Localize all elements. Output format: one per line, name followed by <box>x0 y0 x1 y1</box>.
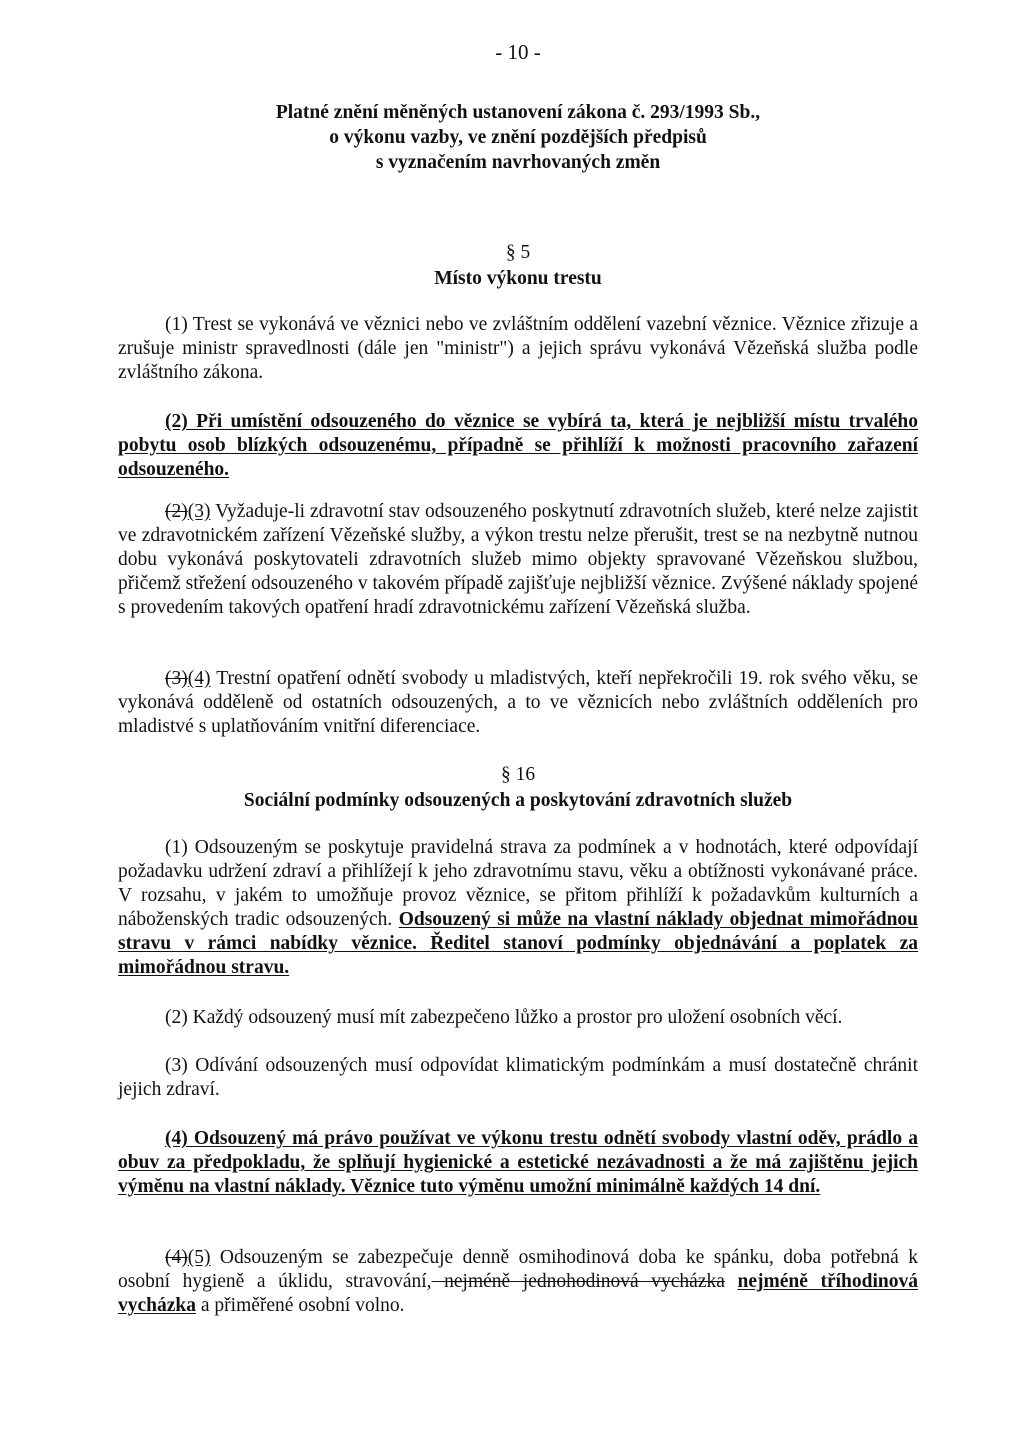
title-line-1: Platné znění měněných ustanovení zákona č. 293/1993 Sb., <box>275 102 761 123</box>
section-16-paragraph-4-inserted <box>118 1127 918 1199</box>
section-16-paragraph-1 <box>118 836 918 980</box>
section-5-paragraph-3 <box>118 500 918 620</box>
section-16-paragraph-3: (3) Odívání odsouzených musí odpovídat klimatickým podmínkám a musí dostatečně chránit jejich zdraví. <box>118 1055 918 1100</box>
inserted-number: (4) <box>187 668 211 689</box>
section-5-paragraph-4 <box>118 667 918 739</box>
title-line-3: s vyznačením navrhovaných změn <box>375 152 661 173</box>
inserted-number: (5) <box>187 1247 211 1268</box>
inserted-text: (4) Odsouzený má právo používat ve výkonu trestu odnětí svobody vlastní oděv, prádlo a obuv za předpokladu, že splňují hygienické a estetické nezávadnosti a že má zajištěnu jejich výměnu na vlastní náklady. Věznice tuto výměnu umožní minimálně každých 14 dní. <box>118 1128 918 1197</box>
inserted-text: Odsouzený si může na vlastní náklady objednat mimořádnou stravu v rámci nabídky věznice. Ředitel stanoví podmínky objednávání a poplatek za mimořádnou stravu. <box>118 909 919 978</box>
document-title <box>118 100 918 175</box>
section-16-symbol: § 16 <box>500 764 536 785</box>
inserted-text: nejméně tříhodinová vycházka <box>118 1271 918 1316</box>
deleted-number: (2) <box>165 501 188 522</box>
paragraph-text: Odsouzeným se zabezpečuje denně osmihodinová doba ke spánku, doba potřebná k osobní hygieně a úklidu, stravování, <box>118 1247 918 1292</box>
deleted-text: nejméně jednohodinová vycházka <box>431 1271 725 1292</box>
paragraph-text: Vyžaduje-li zdravotní stav odsouzeného poskytnutí zdravotních služeb, které nelze zajistit ve zdravotnickém zařízení Vězeňské služby, a výkon trestu nelze přerušit, trest se na nezbytně nutnou dobu vykonává poskytovateli zdravotních služeb mimo objekty spravované Vězeňskou službou, přičemž střežení odsouzeného v takovém případě zajišťuje nejbližší věznice. Zvýšené náklady spojené s provedením takových opatření hradí zdravotnickému zařízení Vězeňská služba. <box>118 501 918 618</box>
section-16-heading <box>118 762 918 814</box>
page-number: - 10 - <box>495 40 541 64</box>
section-16-paragraph-2: (2) Každý odsouzený musí mít zabezpečeno lůžko a prostor pro uložení osobních věcí. <box>165 1007 843 1028</box>
deleted-number: (3) <box>165 668 188 689</box>
inserted-number: (3) <box>187 501 211 522</box>
paragraph-end-text: a přiměřené osobní volno. <box>196 1295 405 1316</box>
title-line-2: o výkonu vazby, ve znění pozdějších předpisů <box>329 127 707 148</box>
section-5-paragraph-2-inserted <box>118 410 918 482</box>
section-5-name: Místo výkonu trestu <box>434 268 602 289</box>
paragraph-text: (1) Odsouzeným se poskytuje pravidelná strava za podmínek a v hodnotách, které odpovídají požadavku udržení zdraví a přihlížejí k jeho zdravotnímu stavu, věku a obtížnosti vykonávané práce. V rozsahu, v jakém to umožňuje provoz věznice, se přitom přihlíží k požadavkům kulturních a náboženských tradic odsouzených. <box>118 837 918 930</box>
section-16-paragraph-5 <box>118 1246 918 1318</box>
section-5-heading <box>118 240 918 292</box>
section-5-paragraph-1: (1) Trest se vykonává ve věznici nebo ve zvláštním oddělení vazební věznice. Věznice zřizuje a zrušuje ministr spravedlnosti (dále jen "ministr") a jejich správu vykonává Vězeňská služba podle zvláštního zákona. <box>118 314 918 383</box>
paragraph-text: Trestní opatření odnětí svobody u mladistvých, kteří nepřekročili 19. rok svého věku, se vykonává odděleně od ostatních odsouzených, a to ve věznicích nebo zvláštních odděleních pro mladistvé s uplatňováním vnitřní diferenciace. <box>118 668 918 737</box>
section-16-name: Sociální podmínky odsouzených a poskytování zdravotních služeb <box>243 790 793 811</box>
spacer-text <box>725 1271 738 1292</box>
section-5-symbol: § 5 <box>505 242 531 263</box>
deleted-number: (4) <box>165 1247 188 1268</box>
inserted-text: (2) Při umístění odsouzeného do věznice se vybírá ta, která je nejbližší místu trvalého pobytu osob blízkých odsouzenému, případně se přihlíží k možnosti pracovního zařazení odsouzeného. <box>118 411 918 480</box>
